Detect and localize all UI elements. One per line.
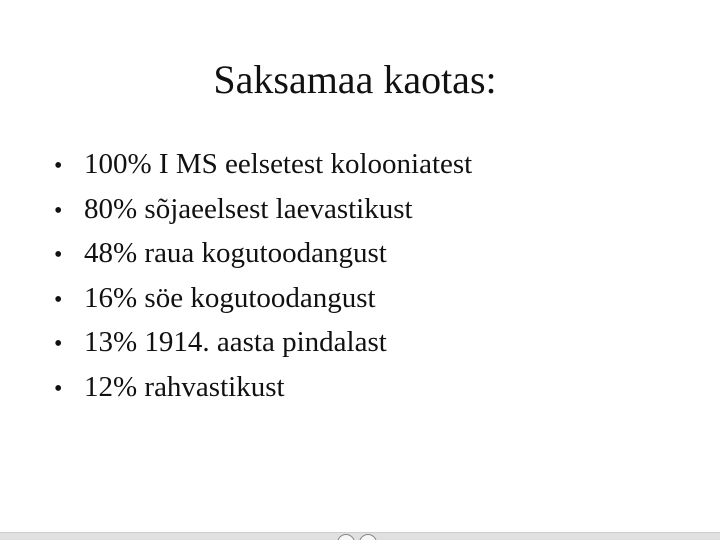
list-item-text: 48% raua kogutoodangust bbox=[84, 237, 387, 269]
slide-title: Saksamaa kaotas: bbox=[213, 57, 497, 102]
list-item bbox=[54, 276, 472, 321]
list-item bbox=[54, 231, 472, 276]
bullet-icon: • bbox=[54, 242, 63, 268]
list-item-text: 80% sõjaeelsest laevastikust bbox=[84, 192, 413, 225]
bullet-icon: • bbox=[54, 375, 63, 402]
list-item bbox=[54, 365, 472, 410]
list-item bbox=[54, 142, 472, 187]
list-item-text: 16% söe kogutoodangust bbox=[84, 281, 376, 314]
list-item bbox=[54, 187, 472, 232]
next-slide-button[interactable] bbox=[359, 534, 377, 540]
slide-navigation bbox=[337, 534, 381, 540]
bullet-icon: • bbox=[54, 153, 63, 179]
list-item-text: 12% rahvastikust bbox=[84, 370, 285, 403]
bullet-icon: • bbox=[54, 197, 63, 224]
list-item-text: 13% 1914. aasta pindalast bbox=[84, 326, 387, 358]
bullet-icon: • bbox=[54, 286, 63, 313]
previous-slide-button[interactable] bbox=[337, 534, 355, 540]
list-item-text: 100% I MS eelsetest kolooniatest bbox=[84, 148, 473, 180]
bullet-list bbox=[54, 142, 472, 409]
bullet-icon: • bbox=[54, 331, 63, 357]
list-item bbox=[54, 320, 472, 365]
